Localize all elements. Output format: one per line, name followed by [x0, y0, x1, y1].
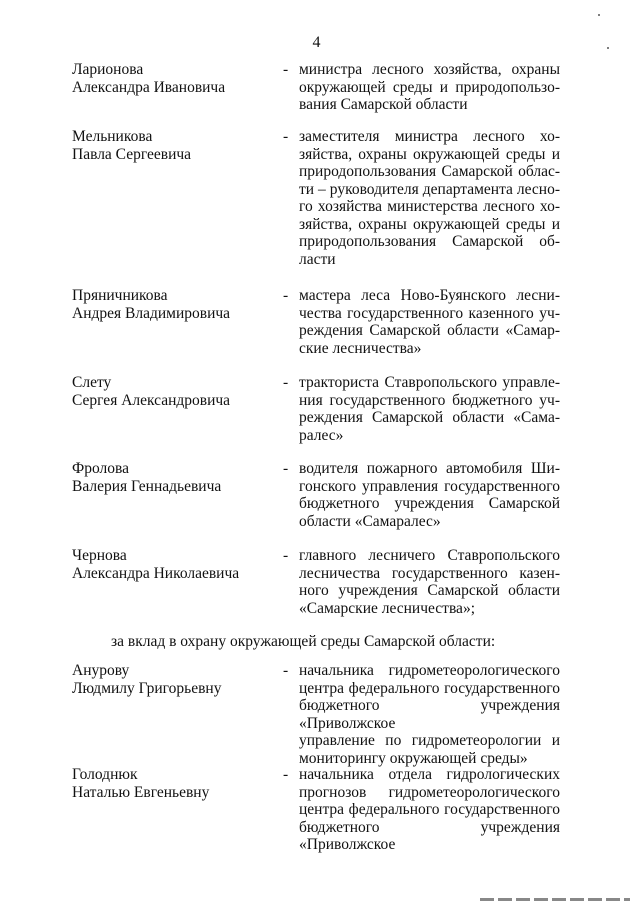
- person-name-line: Голоднюк: [72, 766, 138, 783]
- person-name-line: Андрея Владимировича: [72, 304, 231, 322]
- position-title-line: природопользования Самарской облас-: [299, 163, 560, 180]
- position-title-line: бюджетного учреждения Самарской: [299, 495, 560, 512]
- position-title: [299, 61, 560, 114]
- position-title-line: вания Самарской области: [299, 96, 468, 113]
- position-title-line: тракториста Ставропольского управле-: [299, 374, 560, 391]
- position-title-line: мастера леса Ново-Буянского лесни-: [299, 287, 560, 304]
- person-name: [72, 287, 272, 322]
- person-name: [72, 460, 272, 495]
- entry-dash: -: [283, 766, 289, 783]
- position-title-line: заместителя министра лесного хо-: [299, 128, 560, 145]
- position-title: [299, 128, 560, 268]
- position-title-line: бюджетного учреждения «Приволжское: [299, 818, 560, 853]
- position-title-line: ласти: [299, 250, 336, 268]
- position-title: [299, 287, 560, 357]
- person-name-line: Мельникова: [72, 128, 153, 145]
- position-title-line: зяйства, охраны окружающей среды и: [299, 145, 560, 163]
- position-title-line: области «Самаралес»: [299, 512, 441, 530]
- entry-dash: -: [283, 128, 289, 145]
- position-title: [299, 374, 560, 444]
- position-title-line: природопользования Самарской об-: [299, 233, 560, 250]
- person-name-line: Фролова: [72, 460, 130, 477]
- position-title-line: лесничества государственного казен-: [299, 564, 560, 582]
- scan-speck: [598, 14, 600, 16]
- position-title-line: ские лесничества»: [299, 339, 422, 357]
- person-name-line: Наталью Евгеньевну: [72, 783, 210, 801]
- entry-dash: -: [283, 547, 289, 564]
- position-title-line: водителя пожарного автомобиля Ши-: [299, 460, 560, 477]
- person-name-line: Сергея Александровича: [72, 391, 231, 409]
- position-title-line: мониторингу окружающей среды»: [299, 749, 528, 767]
- position-title-line: гонского управления государственного: [299, 477, 560, 495]
- person-name-line: Чернова: [72, 547, 127, 564]
- person-name: [72, 61, 272, 96]
- person-name: [72, 128, 272, 163]
- person-name: [72, 374, 272, 409]
- position-title-line: начальника гидрометеорологического: [299, 662, 560, 679]
- position-title-line: чества государственного казенного уч-: [299, 304, 560, 322]
- person-name-line: Павла Сергеевича: [72, 145, 192, 163]
- entry-dash: -: [283, 287, 289, 304]
- position-title: [299, 662, 560, 767]
- position-title-line: управление по гидрометеорологии и: [299, 732, 560, 749]
- person-name-line: Анурову: [72, 662, 130, 679]
- position-title: [299, 460, 560, 530]
- position-title: [299, 547, 560, 617]
- position-title-line: окружающей среды и природопользо-: [299, 78, 560, 96]
- page-number: 4: [312, 34, 321, 51]
- person-name-line: Валерия Геннадьевича: [72, 477, 222, 495]
- position-title-line: главного лесничего Ставропольского: [299, 547, 560, 564]
- position-title-line: бюджетного учреждения «Приволжское: [299, 697, 560, 732]
- position-title-line: ти – руководителя департамента лесно-: [299, 180, 560, 198]
- person-name: [72, 547, 272, 582]
- entry-dash: -: [283, 374, 289, 391]
- person-name-line: Ларионова: [72, 61, 144, 78]
- person-name-line: Людмилу Григорьевну: [72, 679, 222, 697]
- position-title-line: министра лесного хозяйства, охраны: [299, 61, 560, 78]
- position-title-line: прогнозов гидрометеорологического: [299, 783, 560, 801]
- person-name: [72, 662, 272, 697]
- person-name-line: Пряничникова: [72, 287, 168, 304]
- entry-dash: -: [283, 460, 289, 477]
- person-name: [72, 766, 272, 801]
- section-heading: за вклад в охрану окружающей среды Самарской области:: [111, 633, 496, 650]
- person-name-line: Александра Николаевича: [72, 564, 240, 582]
- position-title-line: центра федерального государственного: [299, 679, 560, 697]
- position-title-line: реждения Самарской области «Сама-: [299, 409, 560, 426]
- entry-dash: -: [283, 662, 289, 679]
- scan-edge-artifact: [480, 898, 630, 901]
- position-title-line: ралес»: [299, 426, 344, 444]
- position-title-line: зяйства, охраны окружающей среды и: [299, 215, 560, 233]
- position-title-line: реждения Самарской области «Самар-: [299, 322, 560, 339]
- position-title-line: центра федерального государственного: [299, 801, 560, 818]
- position-title-line: «Самарские лесничества»;: [299, 599, 475, 617]
- scan-speck: [607, 47, 609, 49]
- person-name-line: Александра Ивановича: [72, 78, 226, 96]
- position-title-line: го хозяйства министерства лесного хо-: [299, 198, 560, 215]
- position-title-line: ного учреждения Самарской области: [299, 582, 560, 599]
- position-title-line: ния государственного бюджетного уч-: [299, 391, 560, 409]
- person-name-line: Слету: [72, 374, 112, 391]
- position-title-line: начальника отдела гидрологических: [299, 766, 560, 783]
- entry-dash: -: [283, 61, 289, 78]
- position-title: [299, 766, 560, 854]
